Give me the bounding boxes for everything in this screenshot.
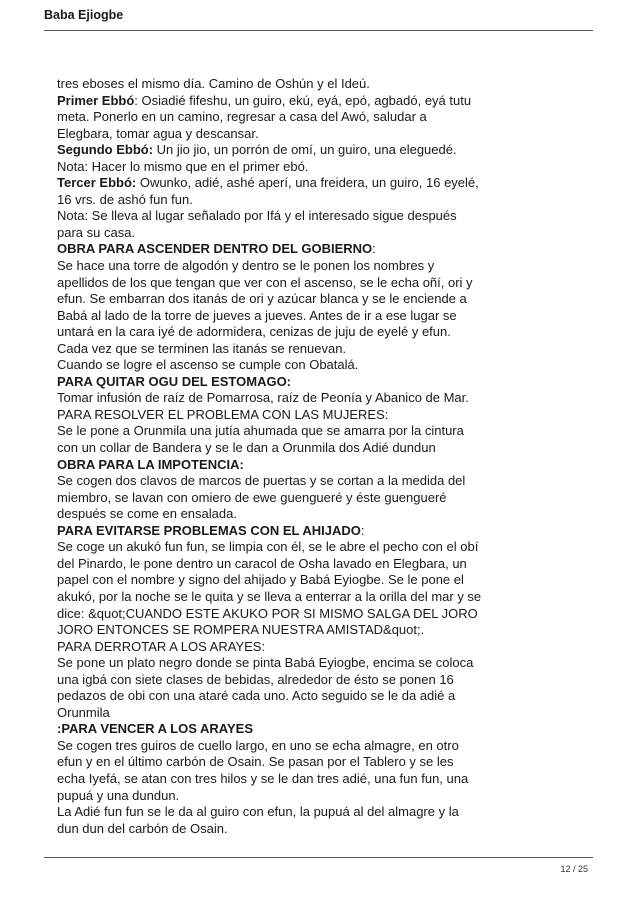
text-line: [57, 572, 597, 589]
text-line: [57, 523, 597, 540]
text-line: [57, 126, 597, 143]
line-text: Babá al lado de la torre de jueves a jueves. Antes de ir a ese lugar se: [57, 307, 457, 323]
line-text: Cuando se logre el ascenso se cumple con Obatalá.: [57, 357, 359, 373]
line-text: del Pinardo, le pone dentro un caracol de Osha lavado en Elegbara, un: [57, 555, 467, 571]
footer-divider: [44, 857, 593, 858]
line-text: Se pone un plato negro donde se pinta Babá Eyiogbe, encima se coloca: [57, 655, 474, 671]
text-line: [57, 771, 597, 788]
line-text: PARA DERROTAR A LOS ARAYES:: [57, 638, 266, 654]
text-line: [57, 76, 597, 93]
text-line: [57, 506, 597, 523]
line-text: una igbá con siete clases de bebidas, alrededor de ésto se ponen 16: [57, 671, 454, 687]
text-line: [57, 324, 597, 341]
text-line: [57, 192, 597, 209]
line-text: Se coge un akukó fun fun, se limpia con él, se le abre el pecho con el obí: [57, 539, 479, 555]
text-line: [57, 473, 597, 490]
text-line: [57, 225, 597, 242]
text-line: [57, 258, 597, 275]
line-text: :: [360, 522, 365, 538]
line-text: pupuá y una dundun.: [57, 787, 180, 803]
line-text: Nota: Se lleva al lugar señalado por Ifá y el interesado sigue después: [57, 208, 457, 224]
line-text: Owunko, adié, ashé aperí, una freidera, un guiro, 16 eyelé,: [136, 175, 479, 191]
line-text: con un collar de Bandera y se le dan a Orunmila dos Adié dundun: [57, 440, 436, 456]
text-line: [57, 275, 597, 292]
text-line: [57, 622, 597, 639]
text-line: [57, 688, 597, 705]
document-body: [57, 76, 597, 837]
text-line: [57, 159, 597, 176]
text-line: [57, 539, 597, 556]
line-text: Nota: Hacer lo mismo que en el primer ebó.: [57, 158, 309, 174]
line-text: pedazos de obi con una ataré cada uno. Acto seguido se le da adié a: [57, 688, 456, 704]
text-line: [57, 407, 597, 424]
text-line: [57, 655, 597, 672]
line-text: Tomar infusión de raíz de Pomarrosa, raíz de Peonía y Abanico de Mar.: [57, 390, 469, 406]
line-text: papel con el nombre y signo del ahijado y Babá Eyiogbe. Se le pone el: [57, 572, 464, 588]
line-text: 16 vrs. de ashó fun fun.: [57, 191, 193, 207]
line-text: tres eboses el mismo día. Camino de Oshún y el Ideú.: [57, 76, 370, 91]
text-line: [57, 556, 597, 573]
bold-heading: OBRA PARA LA IMPOTENCIA:: [57, 456, 244, 472]
text-line: [57, 142, 597, 159]
header-divider: [44, 30, 593, 31]
text-line: [57, 291, 597, 308]
bold-heading: :PARA VENCER A LOS ARAYES: [57, 721, 253, 737]
line-text: Se le pone a Orunmila una jutía ahumada que se amarra por la cintura: [57, 423, 464, 439]
text-line: [57, 804, 597, 821]
text-line: [57, 754, 597, 771]
bold-heading: PARA QUITAR OGU DEL ESTOMAGO:: [57, 373, 292, 389]
line-text: JORO ENTONCES SE ROMPERA NUESTRA AMISTAD&quot;.: [57, 622, 425, 638]
bold-heading: OBRA PARA ASCENDER DENTRO DEL GOBIERNO: [57, 241, 373, 257]
line-text: para su casa.: [57, 224, 136, 240]
line-text: : Osiadié fifeshu, un guiro, ekú, eyá, epó, agbadó, eyá tutu: [134, 92, 472, 108]
text-line: [57, 341, 597, 358]
line-text: akukó, por la noche se le quita y se lleva a enterrar a la orilla del mar y se: [57, 588, 482, 604]
text-line: [57, 738, 597, 755]
text-line: [57, 93, 597, 110]
text-line: [57, 308, 597, 325]
bold-heading: Tercer Ebbó:: [57, 175, 137, 191]
line-text: Elegbara, tomar agua y descansar.: [57, 125, 259, 141]
line-text: meta. Ponerlo en un camino, regresar a casa del Awó, saludar a: [57, 109, 427, 125]
line-text: apellidos de los que tengan que ver con el ascenso, se le echa oñí, ori y: [57, 274, 473, 290]
line-text: Se cogen dos clavos de marcos de puertas y se cortan a la medida del: [57, 473, 466, 489]
line-text: Se cogen tres guiros de cuello largo, en uno se echa almagre, en otro: [57, 737, 459, 753]
text-line: [57, 175, 597, 192]
line-text: después se come en ensalada.: [57, 506, 237, 522]
page-number: 12 / 25: [560, 864, 588, 874]
line-text: dun dun del carbón de Osain.: [57, 820, 228, 836]
text-line: [57, 440, 597, 457]
line-text: untará en la cara iyé de adormidera, cenizas de juju de eyelé y efun.: [57, 324, 451, 340]
line-text: dice: &quot;CUANDO ESTE AKUKO POR SI MISMO SALGA DEL JORO: [57, 605, 478, 621]
text-line: [57, 672, 597, 689]
line-text: PARA RESOLVER EL PROBLEMA CON LAS MUJERES:: [57, 406, 389, 422]
bold-heading: PARA EVITARSE PROBLEMAS CON EL AHIJADO: [57, 522, 361, 538]
document-header-title: Baba Ejiogbe: [44, 8, 124, 22]
text-line: [57, 639, 597, 656]
text-line: [57, 374, 597, 391]
text-line: [57, 821, 597, 838]
line-text: Un jio jio, un porrón de omí, un guiro, una eleguedé.: [153, 142, 457, 158]
line-text: La Adié fun fun se le da al guiro con efun, la pupuá al del almagre y la: [57, 804, 459, 820]
text-line: [57, 423, 597, 440]
text-line: [57, 606, 597, 623]
bold-heading: Segundo Ebbó:: [57, 142, 154, 158]
text-line: [57, 208, 597, 225]
text-line: [57, 357, 597, 374]
text-line: [57, 241, 597, 258]
line-text: miembro, se lavan con omiero de ewe guengueré y éste guengueré: [57, 489, 447, 505]
line-text: echa Iyefá, se atan con tres hilos y se le dan tres adié, una fun fun, una: [57, 770, 469, 786]
text-line: [57, 589, 597, 606]
bold-heading: Primer Ebbó: [57, 92, 135, 108]
line-text: efun. Se embarran dos itanás de ori y azúcar blanca y se le enciende a: [57, 291, 467, 307]
line-text: Orunmila: [57, 704, 110, 720]
text-line: [57, 109, 597, 126]
line-text: :: [372, 241, 376, 257]
text-line: [57, 721, 597, 738]
line-text: Se hace una torre de algodón y dentro se le ponen los nombres y: [57, 258, 435, 274]
text-line: [57, 390, 597, 407]
line-text: efun y en el último carbón de Osain. Se pasan por el Tablero y se les: [57, 754, 454, 770]
text-line: [57, 457, 597, 474]
text-line: [57, 705, 597, 722]
text-line: [57, 490, 597, 507]
text-line: [57, 788, 597, 805]
line-text: Cada vez que se terminen las itanás se renuevan.: [57, 340, 347, 356]
